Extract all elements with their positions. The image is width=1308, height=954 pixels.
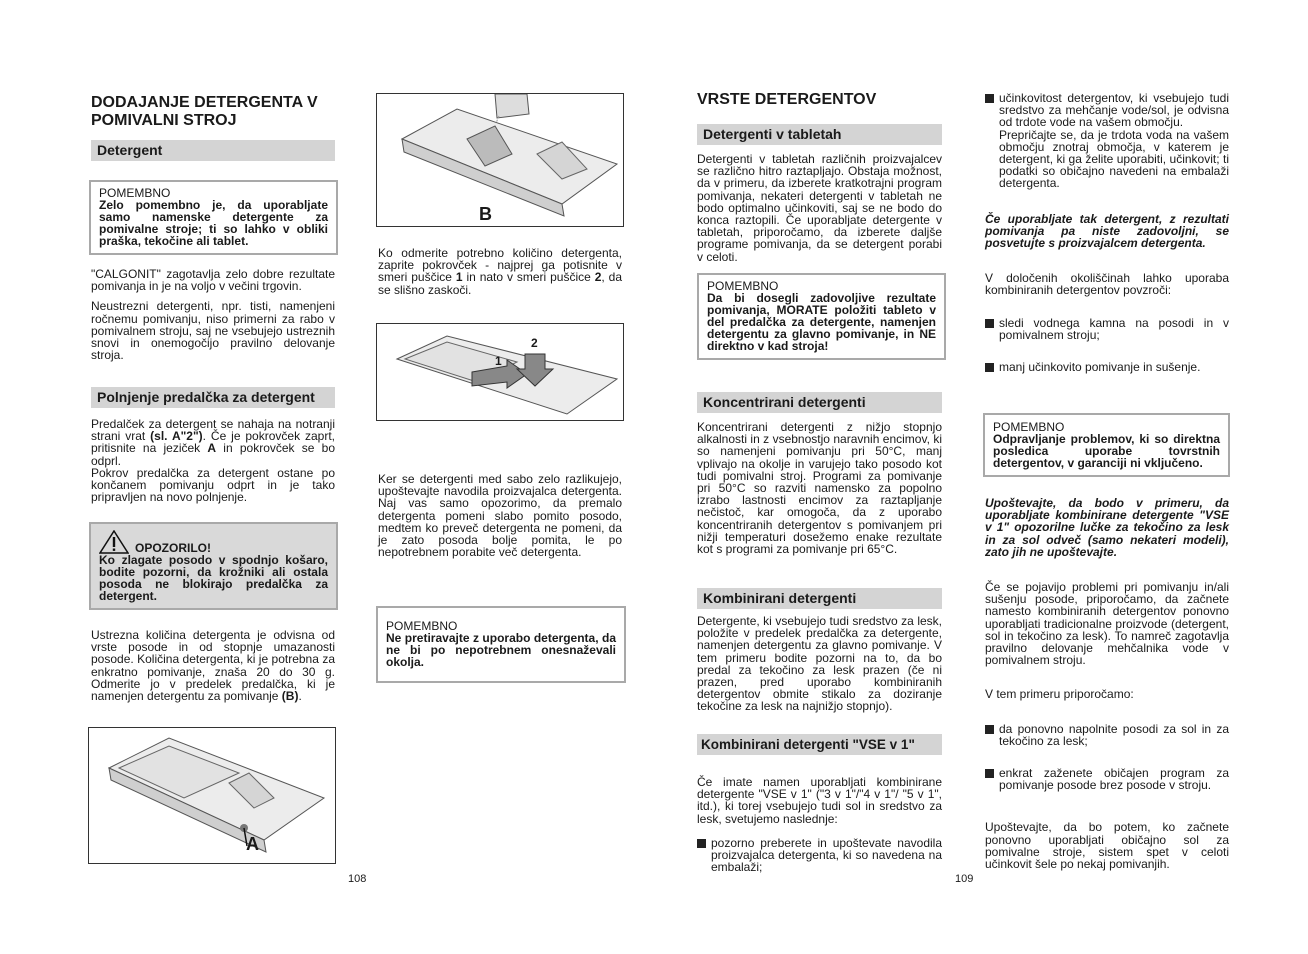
notice-title: POMEMBNO bbox=[99, 186, 171, 200]
list-item-limescale: sledi vodnega kamna na posodi in v pomivalnem stroju; bbox=[985, 317, 1229, 341]
list-item-empty-run: enkrat zaženete običajen program za pomivanje posode brez posode v stroju. bbox=[985, 767, 1229, 791]
page-title-right: VRSTE DETERGENTOV bbox=[697, 91, 877, 108]
section-heading-all-in-one: Kombinirani detergenti "VSE v 1" bbox=[697, 734, 942, 755]
paragraph-all-in-one: Če imate namen uporabljati kombinirane detergente "VSE v 1" ("3 v 1"/"4 v 1"/ "5 v 1", itd.), ki torej vsebujejo tudi sol in sredstvo za lesk, svetujemo naslednje: bbox=[697, 775, 942, 826]
paragraph-close-lid: Ko odmerite potrebno količino detergenta, zaprite pokrovček - najprej ga potisnite v smeri puščice 1 in nato v smeri puščice 2, da se slišno zaskoči. bbox=[378, 246, 622, 297]
paragraph-unsuitable: Neustrezni detergenti, npr. tisti, namenjeni ročnemu pomivanju, niso primerni za rabo v pomivalnem stroju, saj ne vsebujejo ustreznih snovi in onemogočijo pravilno delovanje stroja. bbox=[91, 299, 335, 363]
paragraph-problems: Če se pojavijo problemi pri pomivanju in/ali sušenju posode, priporočamo, da začnete namesto kombiniranih detergentov ponovno uporabljati tradicionalne proizvode (detergent, sol in tekočino za lesk). To namreč zagotavlja pravilno delovanje mehčalnika vode v pomivalnem stroju. bbox=[985, 580, 1229, 668]
far-right-lower bbox=[985, 497, 1229, 870]
notice-important-4 bbox=[983, 413, 1230, 477]
notice-important-3 bbox=[697, 273, 946, 360]
paragraph-fill-2: Pokrov predalčka za detergent ostane po končanem pomivanju odprt in je tako pripravljen na novo polnjenje. bbox=[91, 465, 335, 505]
section-heading-detergent: Detergent bbox=[91, 140, 335, 161]
arrow-label-2: 2 bbox=[531, 336, 538, 350]
notice-text: Zelo pomembno je, da uporabljate samo namenske detergente za pomivalne stroje; ti so lahko v obliki praška, tekočine ali tablet. bbox=[99, 198, 328, 248]
notice-important-2 bbox=[376, 606, 626, 683]
page-title: DODAJANJE DETERGENTA V POMIVALNI STROJ bbox=[91, 94, 318, 129]
figure-label-b: B bbox=[479, 204, 492, 224]
section-heading-fill: Polnjenje predalčka za detergent bbox=[91, 387, 335, 408]
section-combined bbox=[697, 588, 942, 713]
page-number-left: 108 bbox=[348, 873, 367, 885]
paragraph-differ: Ker se detergenti med sabo zelo razlikujejo, upoštevajte navodila proizvajalca detergenta. Naj vas samo opozorimo, da premalo detergenta pomeni slabo pomito posodo, medtem ko preveč detergenta ne pomeni, da je zato posoda bolje pomita, le po nepotrebnem porabite več detergenta. bbox=[378, 472, 622, 560]
section-concentrated bbox=[697, 392, 942, 555]
left-column bbox=[91, 94, 335, 161]
arrow-label-1: 1 bbox=[495, 354, 502, 368]
page-number-right: 109 bbox=[955, 873, 974, 885]
italic-note-warning-lights: Upoštevajte, da bodo v primeru, da uporabljate kombinirane detergente "VSE v 1" opozorilne lučke za tekočino za lesk in za sol odveč (samo nekateri modeli), zato jih ne upoštevajte. bbox=[985, 496, 1229, 559]
paragraph-circumstances: V določenih okoliščinah lahko uporaba kombiniranih detergentov povzroči: bbox=[985, 271, 1229, 298]
far-right-column bbox=[985, 92, 1229, 373]
paragraph-fill: Predalček za detergent se nahaja na notranji strani vrat (sl. A"2"). Če je pokrovček zaprt, pritisnite na jeziček A in pokrovček se bo odprl. bbox=[91, 417, 336, 468]
paragraph-recommend: V tem primeru priporočamo: bbox=[985, 687, 1134, 702]
section-fill bbox=[91, 387, 335, 503]
dispenser-illustration bbox=[89, 728, 335, 863]
list-item-less-effective: manj učinkovito pomivanje in sušenje. bbox=[985, 361, 1229, 373]
right-column bbox=[697, 91, 942, 263]
paragraph-final: Upoštevajte, da bo potem, ko začnete ponovno uporabljati običajno sol za pomivalne stroje, sistem spet v celoti učinkovit šele po nekaj pomivanjih. bbox=[985, 820, 1229, 872]
figure-close-lid bbox=[376, 323, 624, 421]
warning-title-row bbox=[99, 530, 328, 554]
left-text-block-1 bbox=[91, 268, 335, 361]
italic-note-manufacturer: Če uporabljate tak detergent, z rezultati pomivanja pa niste zadovoljni, se posvetujte s proizvajalcem detergenta. bbox=[985, 211, 1229, 251]
paragraph-concentrated: Koncentrirani detergenti z nižjo stopnjo alkalnosti in z vsebnostjo naravnih encimov, ki so namenjeni pomivanju pri 50°C, manj vplivajo na okolje in varujejo tako posodo kot tudi pomivalni stroj. Programi za pomivanje pri 50°C so razviti namensko za popolno izrabo lastnosti encimov za raztapljanje nečistoč, kar omogoča, da z uporabo koncentriranih detergentov s pomivanjem pri nižji temperaturi dosežemo enake rezultate kot s programi za pomivanje pri 65°C. bbox=[697, 420, 942, 557]
dispenser-fill-illustration bbox=[377, 94, 623, 226]
paragraph-amount: Ustrezna količina detergenta je odvisna od vrste posode in od stopnje umazanosti posode. Količina detergenta, ki je potrebna za enkratno pomivanje, znaša 20 do 30 g. Odmerite jo v predelek predalčka, ki je namenjen detergentu za pomivanje (B). bbox=[91, 628, 335, 704]
warning-triangle-icon bbox=[99, 530, 129, 554]
notice-text: Da bi dosegli zadovoljive rezultate pomivanja, MORATE položiti tableto v del predalčka za detergente, namenjen detergentu za glavno pomivanje, in NE direktno v kad stroja! bbox=[707, 291, 936, 353]
notice-important-1 bbox=[89, 180, 338, 255]
warning-title: OPOZORILO! bbox=[135, 541, 211, 555]
dispenser-close-illustration bbox=[377, 324, 623, 420]
figure-label-a: A bbox=[246, 834, 259, 854]
figure-b-dispenser bbox=[376, 93, 624, 227]
list-item-effectiveness: učinkovitost detergentov, ki vsebujejo tudi sredstvo za mehčanje vode/sol, je odvisna od trdote vode na vašem območju. Prepričajte se, da je trdota voda na vašem območju znotraj območja, v katerem je detergent, ki ga želite uporabiti, učinkovit; ti podatki so običajno navedeni na embalaži detergenta. bbox=[985, 92, 1229, 190]
section-heading-combined: Kombinirani detergenti bbox=[697, 588, 942, 609]
section-all-in-one bbox=[697, 734, 942, 873]
section-heading-tablets: Detergenti v tabletah bbox=[697, 124, 942, 145]
paragraph-combined: Detergente, ki vsebujejo tudi sredstvo za lesk, položite v predelek predalčka za detergente, namenjen detergentu za glavno pomivanje. V tem primeru bodite pozorni na to, da bo predal za tekočino za lesk prazen (če ni prazen, pred uporabo kombiniranih detergentov obmite stikalo za doziranje tekočine za lesk na najnižjo stopnjo). bbox=[697, 614, 942, 714]
warning-text: Ko zlagate posodo v spodnjo košaro, bodite pozorni, da krožniki ali ostala posoda ne blokirajo predalčka za detergent. bbox=[99, 553, 328, 603]
paragraph-calgonit: "CALGONIT" zagotavlja zelo dobre rezultate pomivanja in je na voljo v večini trgovin. bbox=[91, 267, 335, 294]
notice-title: POMEMBNO bbox=[993, 420, 1065, 434]
notice-title: POMEMBNO bbox=[707, 279, 779, 293]
figure-a-dispenser bbox=[88, 727, 336, 864]
warning-box bbox=[89, 522, 338, 610]
notice-text: Ne pretiravajte z uporabo detergenta, da ne bi po nepotrebnem onesnaževali okolja. bbox=[386, 631, 616, 669]
notice-text: Odpravljanje problemov, ki so direktna posledica uporabe tovrstnih detergentov, v garanciji ni vključeno. bbox=[993, 432, 1220, 470]
list-item-read-instructions: pozorno preberete in upoštevate navodila proizvajalca detergenta, ki so navedena na embalaži; bbox=[697, 837, 942, 874]
list-item-refill: da ponovno napolnite posodi za sol in za tekočino za lesk; bbox=[985, 723, 1229, 747]
section-heading-concentrated: Koncentrirani detergenti bbox=[697, 392, 942, 413]
notice-title: POMEMBNO bbox=[386, 619, 458, 633]
paragraph-tablets: Detergenti v tabletah različnih proizvajalcev se različno hitro raztapljajo. Obstaja možnost, da v primeru, da izberete kratkotrajni program pomivanja, nekateri detergenti v tabletah ne bodo optimalno učinkoviti, saj se ne bodo do konca raztopili. Če uporabljate detergente v tabletah, priporočamo, da izberete daljše programe pomivanja, da se detergent porabi v celoti. bbox=[697, 152, 942, 264]
